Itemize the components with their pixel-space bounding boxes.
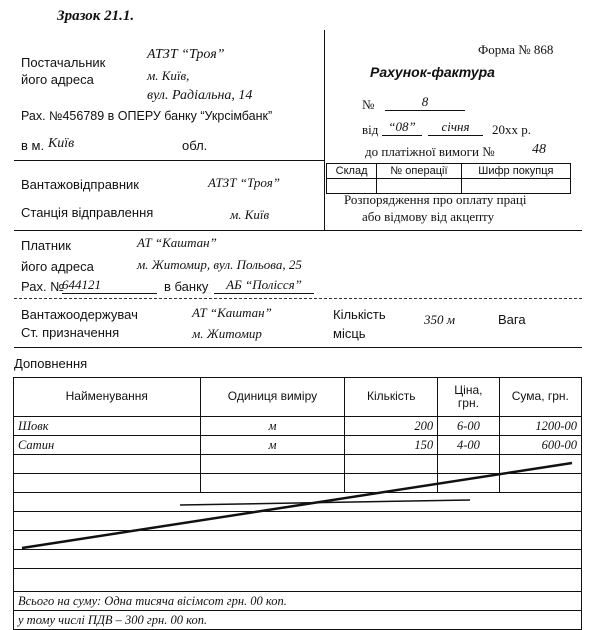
- quantity-value: 350 м: [424, 312, 456, 327]
- col-header-sum: Сума, грн.: [499, 378, 581, 417]
- consignee-label: Вантажоодержувач: [21, 307, 138, 322]
- supplier-account: Рах. №456789 в ОПЕРУ банку “Укрсімбанк”: [21, 109, 273, 123]
- supplier-addr2: вул. Радіальна, 14: [147, 88, 253, 103]
- payer-account-label: Рах. №: [21, 279, 65, 294]
- vat-line: у тому числі ПДВ – 300 грн. 00 коп.: [14, 611, 582, 630]
- number-label: №: [362, 97, 375, 112]
- payer-label: Платник: [21, 238, 71, 253]
- extras-label: Доповнення: [14, 356, 88, 371]
- table-row: Шовк м 200 6-00 1200-00: [14, 417, 582, 436]
- instruction-line2: або відмову від акцепту: [362, 209, 495, 224]
- destination-label: Ст. призначення: [21, 325, 120, 340]
- payer-name: АТ “Каштан”: [137, 235, 217, 250]
- date-from-label: від: [362, 122, 379, 137]
- station-label: Станція відправлення: [21, 205, 154, 220]
- shipper-value: АТЗТ “Троя”: [208, 175, 280, 190]
- col-header-price: Ціна, грн.: [438, 378, 499, 417]
- sub-col: Склад: [327, 164, 377, 179]
- number-value: 8: [385, 94, 465, 111]
- places-label: місць: [333, 326, 366, 341]
- demand-value: 48: [532, 142, 546, 157]
- supplier-addr1: м. Київ,: [147, 68, 190, 83]
- table-row: Сатин м 150 4-00 600-00: [14, 436, 582, 455]
- weight-label: Вага: [498, 312, 526, 327]
- total-line: Всього на суму: Одна тисяча вісімсот грн. 00 коп.: [14, 592, 582, 611]
- supplier-label: Постачальник: [21, 55, 106, 70]
- date-month: січня: [428, 119, 483, 136]
- date-year: 20xx р.: [492, 122, 531, 137]
- payer-bank: АБ “Полісся”: [214, 277, 314, 294]
- instruction-line1: Розпорядження про оплату праці: [344, 192, 527, 207]
- form-number: Форма № 868: [478, 42, 554, 57]
- destination-value: м. Житомир: [192, 326, 262, 341]
- consignee-name: АТ “Каштан”: [192, 305, 272, 320]
- col-header-qty: Кількість: [345, 378, 438, 417]
- shipper-label: Вантажовідправник: [21, 177, 139, 192]
- date-day: “08”: [382, 119, 422, 136]
- sub-col: Шифр покупця: [461, 164, 570, 179]
- demand-label: до платіжної вимоги №: [365, 144, 495, 159]
- supplier-address-label: його адреса: [21, 72, 94, 87]
- page-title: Зразок 21.1.: [57, 8, 135, 24]
- col-header-name: Найменування: [14, 378, 201, 417]
- city-label: в м.: [21, 138, 45, 153]
- document-title: Рахунок-фактура: [370, 64, 495, 80]
- sub-col: № операції: [377, 164, 462, 179]
- payer-address: м. Житомир, вул. Польова, 25: [137, 257, 302, 272]
- payer-account: 644121: [62, 277, 157, 294]
- payer-bank-label: в банку: [164, 279, 209, 294]
- city-value: Київ: [48, 136, 75, 151]
- supplier-name: АТЗТ “Троя”: [147, 47, 225, 62]
- col-header-unit: Одиниця виміру: [200, 378, 345, 417]
- quantity-label: Кількість: [333, 307, 386, 322]
- payer-address-label: його адреса: [21, 259, 94, 274]
- oblast-label: обл.: [182, 138, 208, 153]
- station-value: м. Київ: [230, 207, 270, 222]
